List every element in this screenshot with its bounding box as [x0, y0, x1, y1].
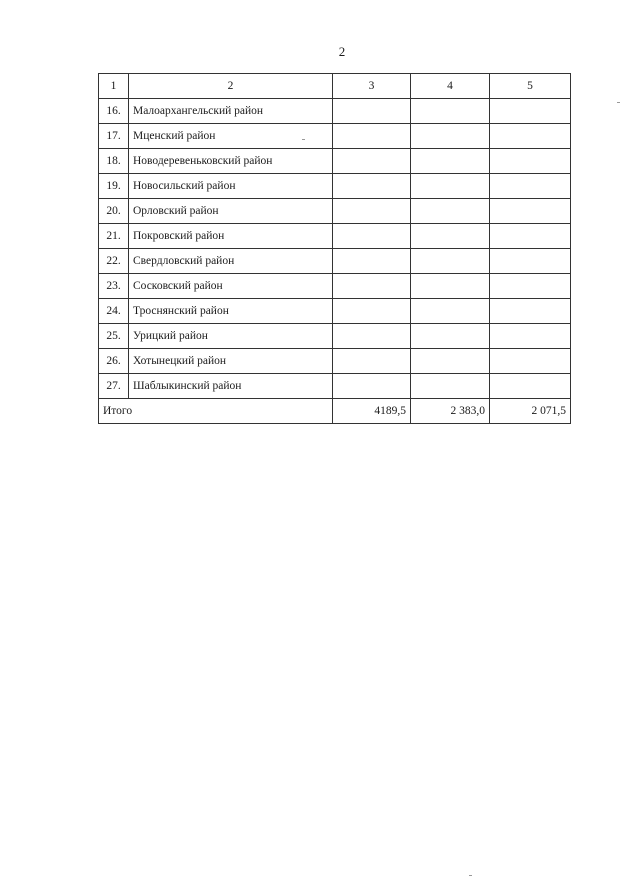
- value-cell: [411, 124, 490, 149]
- value-cell: [333, 149, 411, 174]
- value-cell: [333, 99, 411, 124]
- table-row: [99, 124, 571, 149]
- row-number: 16.: [99, 99, 129, 124]
- header-cell: 2: [129, 74, 333, 99]
- row-number: 19.: [99, 174, 129, 199]
- row-number: 18.: [99, 149, 129, 174]
- district-name: Покровский район: [129, 224, 333, 249]
- district-name: Шаблыкинский район: [129, 374, 333, 399]
- district-name: Малоархангельский район: [129, 99, 333, 124]
- row-number: 22.: [99, 249, 129, 274]
- value-cell: [333, 299, 411, 324]
- value-cell: [490, 99, 571, 124]
- table-row: [99, 349, 571, 374]
- table-row: [99, 174, 571, 199]
- total-value: 2 383,0: [411, 399, 490, 424]
- row-number: 20.: [99, 199, 129, 224]
- district-name: Троснянский район: [129, 299, 333, 324]
- total-value: 2 071,5: [490, 399, 571, 424]
- value-cell: [333, 324, 411, 349]
- district-name: Сосковский район: [129, 274, 333, 299]
- value-cell: [333, 349, 411, 374]
- table-row: [99, 249, 571, 274]
- value-cell: [490, 224, 571, 249]
- scan-artifact: [302, 139, 305, 140]
- row-number: 23.: [99, 274, 129, 299]
- scan-artifact: [469, 875, 472, 876]
- row-number: 27.: [99, 374, 129, 399]
- value-cell: [411, 299, 490, 324]
- value-cell: [411, 149, 490, 174]
- value-cell: [411, 174, 490, 199]
- value-cell: [333, 174, 411, 199]
- table-row: [99, 149, 571, 174]
- value-cell: [490, 174, 571, 199]
- table-row: [99, 274, 571, 299]
- value-cell: [411, 274, 490, 299]
- value-cell: [411, 324, 490, 349]
- value-cell: [333, 124, 411, 149]
- district-name: Новосильский район: [129, 174, 333, 199]
- district-name: Орловский район: [129, 199, 333, 224]
- header-cell: 3: [333, 74, 411, 99]
- page-number: 2: [338, 44, 346, 59]
- table-row: [99, 324, 571, 349]
- value-cell: [411, 199, 490, 224]
- total-label: Итого: [99, 399, 333, 424]
- district-table: [98, 73, 571, 424]
- header-cell: 4: [411, 74, 490, 99]
- row-number: 25.: [99, 324, 129, 349]
- value-cell: [411, 374, 490, 399]
- table-row: [99, 99, 571, 124]
- district-name: Новодеревеньковский район: [129, 149, 333, 174]
- district-name: Мценский район: [129, 124, 333, 149]
- value-cell: [411, 99, 490, 124]
- value-cell: [333, 374, 411, 399]
- value-cell: [333, 249, 411, 274]
- district-name: Урицкий район: [129, 324, 333, 349]
- value-cell: [490, 349, 571, 374]
- row-number: 21.: [99, 224, 129, 249]
- table-row: [99, 199, 571, 224]
- header-cell: 1: [99, 74, 129, 99]
- value-cell: [490, 324, 571, 349]
- table-row: [99, 224, 571, 249]
- value-cell: [490, 274, 571, 299]
- value-cell: [490, 299, 571, 324]
- value-cell: [490, 149, 571, 174]
- value-cell: [333, 224, 411, 249]
- value-cell: [333, 199, 411, 224]
- value-cell: [333, 274, 411, 299]
- header-cell: 5: [490, 74, 571, 99]
- total-value: 4189,5: [333, 399, 411, 424]
- row-number: 24.: [99, 299, 129, 324]
- table-header-row: [99, 74, 571, 99]
- value-cell: [411, 249, 490, 274]
- table-row: [99, 299, 571, 324]
- value-cell: [411, 224, 490, 249]
- value-cell: [490, 199, 571, 224]
- value-cell: [490, 124, 571, 149]
- table-row: [99, 374, 571, 399]
- district-name: Свердловский район: [129, 249, 333, 274]
- scan-artifact: [617, 102, 620, 103]
- district-name: Хотынецкий район: [129, 349, 333, 374]
- total-row: [99, 399, 571, 424]
- row-number: 17.: [99, 124, 129, 149]
- row-number: 26.: [99, 349, 129, 374]
- value-cell: [490, 374, 571, 399]
- value-cell: [490, 249, 571, 274]
- value-cell: [411, 349, 490, 374]
